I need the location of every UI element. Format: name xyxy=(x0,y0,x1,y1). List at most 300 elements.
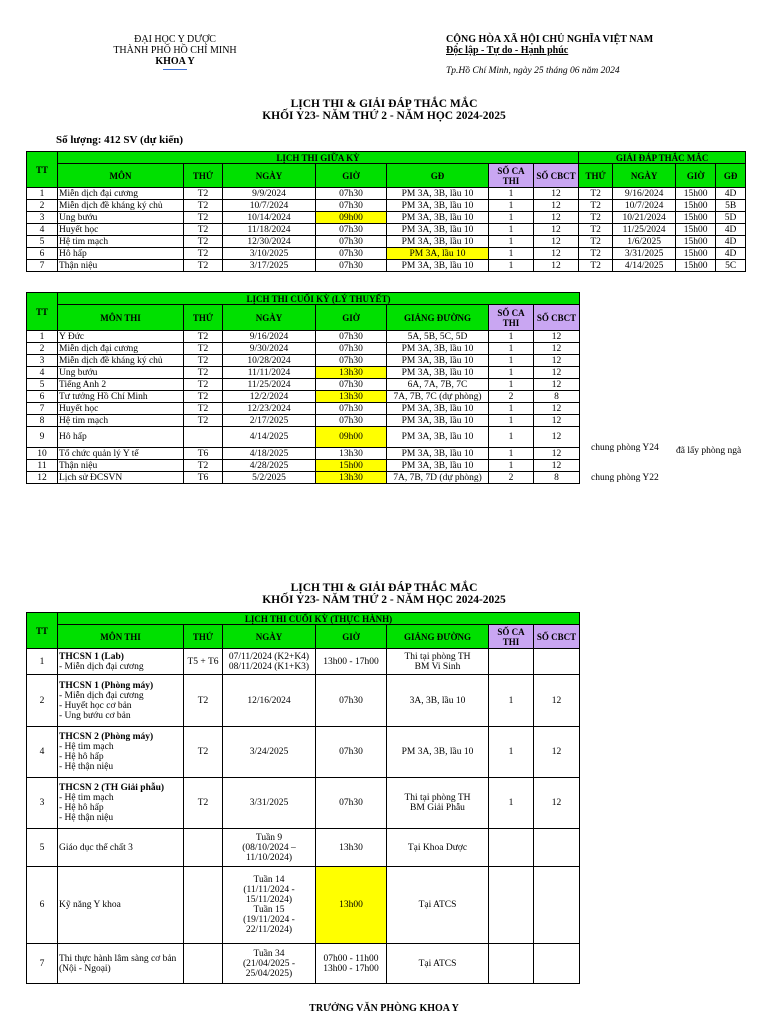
table-cell: PM 3A, 3B, lầu 10 xyxy=(387,224,489,236)
cell-line: Tại ATCS xyxy=(418,958,457,969)
table-row xyxy=(27,367,580,379)
table-cell: 7 xyxy=(27,260,58,272)
col-header: NGÀY xyxy=(613,164,676,188)
col-header: GIỜ xyxy=(316,305,387,331)
cell-line: - Miễn dịch đại cương xyxy=(59,661,144,672)
table-cell: Ung bướu xyxy=(58,367,184,379)
tt-cell: 3 xyxy=(27,778,58,829)
table-row xyxy=(27,649,580,675)
cell-line: BM Vi Sinh xyxy=(414,661,461,672)
col-header: SỐ CA THI xyxy=(489,305,534,331)
table-cell: PM 3A, 3B, lầu 10 xyxy=(387,188,489,200)
table-cell: 4D xyxy=(716,224,746,236)
table-cell: PM 3A, 3B, lầu 10 xyxy=(387,415,489,427)
university-header xyxy=(100,34,250,70)
faculty-underline xyxy=(163,69,187,70)
col-header: SỐ CBCT xyxy=(534,625,580,649)
time-cell xyxy=(316,829,387,867)
proctor-count-cell xyxy=(534,649,580,675)
table-cell: 2 xyxy=(27,343,58,355)
table-cell: 07h30 xyxy=(316,188,387,200)
table-row xyxy=(27,248,746,260)
table-cell: 9/16/2024 xyxy=(613,188,676,200)
table-cell: 1 xyxy=(489,260,534,272)
table-cell: PM 3A, 3B, lầu 10 xyxy=(387,200,489,212)
table-cell: T2 xyxy=(184,460,223,472)
shift-count-cell: 1 xyxy=(489,778,534,829)
col-header: GĐ xyxy=(716,164,746,188)
table-cell: 3 xyxy=(27,355,58,367)
cell-line: 07h30 xyxy=(339,695,363,706)
subject-cell xyxy=(58,867,184,944)
table-cell: 1 xyxy=(489,355,534,367)
table-row xyxy=(27,188,746,200)
subject-head: THCSN 1 (Phòng máy) xyxy=(59,680,154,691)
subject-head: THCSN 2 (TH Giải phẫu) xyxy=(59,783,165,793)
table-cell: T2 xyxy=(184,379,223,391)
table-cell: Hô hấp xyxy=(58,248,184,260)
table-cell: 1 xyxy=(489,236,534,248)
table-cell: 7A, 7B, 7D (dự phòng) xyxy=(387,472,489,484)
table-cell: Miễn dịch đề kháng ký chủ xyxy=(58,200,184,212)
table-row xyxy=(27,200,746,212)
table-row xyxy=(27,727,580,778)
table-cell: T2 xyxy=(184,403,223,415)
room-cell xyxy=(387,727,489,778)
tt-cell: 1 xyxy=(27,649,58,675)
table-row xyxy=(27,260,746,272)
room-cell xyxy=(387,649,489,675)
table-cell: T2 xyxy=(184,212,223,224)
subject-cell xyxy=(58,944,184,984)
cell-line: Thi thực hành lâm sàng cơ bản xyxy=(59,953,177,964)
table-cell: 11/25/2024 xyxy=(613,224,676,236)
table-cell: 12 xyxy=(534,236,579,248)
table-cell: T2 xyxy=(579,200,613,212)
table-cell: 4/18/2025 xyxy=(223,448,316,460)
university-name: ĐẠI HỌC Y DƯỢC xyxy=(134,34,216,45)
table-cell: 12 xyxy=(534,260,579,272)
final-practice-group-header: LỊCH THI CUỐI KỲ (THỰC HÀNH) xyxy=(58,613,580,625)
cell-line: - Hệ thận niệu xyxy=(59,762,114,772)
table-cell: PM 3A, 3B, lầu 10 xyxy=(387,260,489,272)
shift-count-cell xyxy=(489,867,534,944)
tt-header: TT xyxy=(27,613,58,649)
table-cell: Hệ tim mạch xyxy=(58,236,184,248)
table-row xyxy=(27,415,580,427)
table-row xyxy=(27,224,746,236)
col-header: GIỜ xyxy=(676,164,716,188)
table-cell: 07h30 xyxy=(316,200,387,212)
date-cell xyxy=(223,727,316,778)
col-header: THỨ xyxy=(184,625,223,649)
table-cell: Tổ chức quản lý Y tế xyxy=(58,448,184,460)
doc-title-2: LỊCH THI & GIẢI ĐÁP THẮC MẮC xyxy=(290,582,478,594)
col-header: GIẢNG ĐƯỜNG xyxy=(387,625,489,649)
table-cell: T2 xyxy=(184,367,223,379)
table-cell: 2 xyxy=(27,200,58,212)
table-cell: 12 xyxy=(534,331,580,343)
table-cell: 15h00 xyxy=(676,224,716,236)
cell-line: - Hệ tim mạch xyxy=(59,793,114,803)
date-cell xyxy=(223,944,316,984)
table-cell: PM 3A, 3B, lầu 10 xyxy=(387,448,489,460)
cell-line: 12/16/2024 xyxy=(247,695,291,706)
table-row xyxy=(27,427,580,448)
col-header: THỨ xyxy=(184,164,223,188)
table-cell: Hô hấp xyxy=(58,427,184,448)
table-cell: 12 xyxy=(534,367,580,379)
table-cell: 5 xyxy=(27,379,58,391)
weekday-cell xyxy=(184,944,223,984)
date-cell xyxy=(223,778,316,829)
table-row xyxy=(27,379,580,391)
table-cell: 11/11/2024 xyxy=(223,367,316,379)
cell-line: 08/11/2024 (K1+K3) xyxy=(228,661,310,672)
cell-line: - Huyết học cơ bản xyxy=(59,700,132,711)
midterm-group-header: LỊCH THI GIỮA KỲ xyxy=(58,152,579,164)
table-cell: 07h30 xyxy=(316,236,387,248)
date-cell xyxy=(223,675,316,727)
room-cell xyxy=(387,867,489,944)
table-cell: Huyết học xyxy=(58,224,184,236)
table-cell: 6A, 7A, 7B, 7C xyxy=(387,379,489,391)
cell-line: Thi tại phòng TH xyxy=(404,651,471,662)
col-header: THỨ xyxy=(184,305,223,331)
table-cell: 11/25/2024 xyxy=(223,379,316,391)
table-cell: 8 xyxy=(534,391,580,403)
proctor-count-cell xyxy=(534,867,580,944)
col-header: MÔN THI xyxy=(58,625,184,649)
cell-line: Tuần 14 xyxy=(253,875,285,885)
table-cell: 10/28/2024 xyxy=(223,355,316,367)
table-cell: 10 xyxy=(27,448,58,460)
cell-line: 07h30 xyxy=(339,798,363,808)
table-cell: 5/2/2025 xyxy=(223,472,316,484)
subject-head: THCSN 2 (Phòng máy) xyxy=(59,732,154,742)
table-cell: Miễn dịch đại cương xyxy=(58,343,184,355)
table-cell: 11/18/2024 xyxy=(223,224,316,236)
cell-line: BM Giải Phẫu xyxy=(410,803,465,813)
table-cell: 13h30 xyxy=(316,448,387,460)
note-row9: chung phòng Y24 xyxy=(591,443,659,453)
table-row xyxy=(27,403,580,415)
cell-line: Kỹ năng Y khoa xyxy=(59,900,121,910)
table-cell: 1 xyxy=(489,212,534,224)
cell-line: 3A, 3B, lầu 10 xyxy=(409,695,466,706)
final-theory-table xyxy=(26,292,580,484)
table-cell: 12 xyxy=(27,472,58,484)
cell-line: 07/11/2024 (K2+K4) xyxy=(228,651,310,662)
shift-count-cell xyxy=(489,944,534,984)
table-cell: T2 xyxy=(579,212,613,224)
table-cell: T2 xyxy=(184,415,223,427)
room-cell xyxy=(387,829,489,867)
table-cell: 1 xyxy=(489,343,534,355)
table-cell: 12 xyxy=(534,224,579,236)
cell-line: 07h30 xyxy=(339,747,363,757)
table-cell: 10/7/2024 xyxy=(223,200,316,212)
table-cell: 9/16/2024 xyxy=(223,331,316,343)
cell-line: Tại ATCS xyxy=(418,900,457,910)
table-cell: 9/30/2024 xyxy=(223,343,316,355)
table-cell: 4 xyxy=(27,367,58,379)
table-cell: 5D xyxy=(716,212,746,224)
table-cell: Thận niệu xyxy=(58,260,184,272)
cell-line: 15/11/2024) xyxy=(245,895,293,905)
table-cell: 12/30/2024 xyxy=(223,236,316,248)
table-cell: PM 3A, 3B, lầu 10 xyxy=(387,403,489,415)
national-title: CỘNG HÒA XÃ HỘI CHỦ NGHĨA VIỆT NAM xyxy=(446,34,654,45)
room-cell xyxy=(387,778,489,829)
table-cell: T2 xyxy=(184,391,223,403)
date-cell xyxy=(223,649,316,675)
table-cell: 1 xyxy=(489,427,534,448)
cell-line: 13h00 - 17h00 xyxy=(323,656,379,667)
col-header: GIẢNG ĐƯỜNG xyxy=(387,305,489,331)
table-cell: Tiếng Anh 2 xyxy=(58,379,184,391)
subject-cell xyxy=(58,727,184,778)
final-practice-table xyxy=(26,612,580,984)
table-cell: T2 xyxy=(184,200,223,212)
table-cell: PM 3A, 3B, lầu 10 xyxy=(387,427,489,448)
table-cell: 3/31/2025 xyxy=(613,248,676,260)
proctor-count-cell: 12 xyxy=(534,675,580,727)
shift-count-cell xyxy=(489,649,534,675)
qa-group-header: GIẢI ĐÁP THẮC MẮC xyxy=(579,152,746,164)
table-cell: 2 xyxy=(489,472,534,484)
table-cell: 5C xyxy=(716,260,746,272)
tt-cell: 2 xyxy=(27,675,58,727)
table-cell: 9/9/2024 xyxy=(223,188,316,200)
table-row xyxy=(27,355,580,367)
table-cell: Miễn dịch đề kháng ký chủ xyxy=(58,355,184,367)
cell-line: (11/11/2024 - xyxy=(243,885,295,895)
table-cell: 6 xyxy=(27,391,58,403)
table-cell: 15h00 xyxy=(676,188,716,200)
table-cell: 15h00 xyxy=(676,212,716,224)
col-header: GIỜ xyxy=(316,625,387,649)
proctor-count-cell: 12 xyxy=(534,778,580,829)
table-cell: T2 xyxy=(184,236,223,248)
subject-cell xyxy=(58,829,184,867)
cell-line: 07h00 - 11h00 xyxy=(323,953,379,964)
cell-line: (08/10/2024 – xyxy=(242,842,296,853)
cell-line: - Hệ hô hấp xyxy=(59,803,104,813)
subject-cell xyxy=(58,778,184,829)
table-cell: 7A, 7B, 7C (dự phòng) xyxy=(387,391,489,403)
table-row xyxy=(27,448,580,460)
cell-line: Giáo dục thể chất 3 xyxy=(59,842,133,853)
weekday-cell: T2 xyxy=(184,675,223,727)
table-cell: 07h30 xyxy=(316,379,387,391)
time-cell xyxy=(316,727,387,778)
col-header: SỐ CA THI xyxy=(489,625,534,649)
table-cell: 5A, 5B, 5C, 5D xyxy=(387,331,489,343)
table-cell: 4D xyxy=(716,188,746,200)
cell-line: 13h30 xyxy=(339,842,363,853)
table-cell: 2 xyxy=(489,391,534,403)
note-row9-b: đã lấy phòng ngà xyxy=(676,446,742,456)
room-cell xyxy=(387,675,489,727)
cell-line: PM 3A, 3B, lầu 10 xyxy=(401,747,474,757)
table-cell: 2/17/2025 xyxy=(223,415,316,427)
final-theory-group-header: LỊCH THI CUỐI KỲ (LÝ THUYẾT) xyxy=(58,293,580,305)
col-header: MÔN THI xyxy=(58,305,184,331)
table-cell: 3/10/2025 xyxy=(223,248,316,260)
doc-subtitle-2: KHỐI Y23- NĂM THỨ 2 - NĂM HỌC 2024-2025 xyxy=(262,594,506,606)
table-row xyxy=(27,829,580,867)
table-cell: PM 3A, lầu 10 xyxy=(387,248,489,260)
table-cell: 12 xyxy=(534,403,580,415)
table-cell: 1 xyxy=(489,367,534,379)
table-cell: PM 3A, 3B, lầu 10 xyxy=(387,367,489,379)
table-cell: 3 xyxy=(27,212,58,224)
table-row xyxy=(27,343,580,355)
table-cell: 12 xyxy=(534,248,579,260)
midterm-schedule-table xyxy=(26,151,746,272)
table-cell: T2 xyxy=(184,260,223,272)
table-cell: Hệ tim mạch xyxy=(58,415,184,427)
table-cell: 07h30 xyxy=(316,415,387,427)
table-cell: 4/14/2025 xyxy=(223,427,316,448)
table-cell: 12/2/2024 xyxy=(223,391,316,403)
shift-count-cell: 1 xyxy=(489,675,534,727)
table-cell: 12/23/2024 xyxy=(223,403,316,415)
tt-header: TT xyxy=(27,152,58,188)
table-cell: T2 xyxy=(579,236,613,248)
col-header: SỐ CBCT xyxy=(534,305,580,331)
table-cell: T2 xyxy=(184,188,223,200)
cell-line: 13h00 xyxy=(339,900,363,910)
time-cell xyxy=(316,675,387,727)
weekday-cell: T2 xyxy=(184,778,223,829)
table-cell: 12 xyxy=(534,188,579,200)
table-cell: Tư tưởng Hồ Chí Minh xyxy=(58,391,184,403)
table-cell: 1 xyxy=(27,188,58,200)
col-header: SỐ CA THI xyxy=(489,164,534,188)
cell-line: - Hệ tim mạch xyxy=(59,742,114,752)
weekday-cell: T5 + T6 xyxy=(184,649,223,675)
table-cell: T2 xyxy=(579,188,613,200)
table-cell: 1 xyxy=(489,331,534,343)
date-cell xyxy=(223,867,316,944)
cell-line: (Nội - Ngoại) xyxy=(59,963,111,974)
table-cell: 4 xyxy=(27,224,58,236)
table-cell: Thận niệu xyxy=(58,460,184,472)
table-cell: 5B xyxy=(716,200,746,212)
table-cell: PM 3A, 3B, lầu 10 xyxy=(387,343,489,355)
table-cell: PM 3A, 3B, lầu 10 xyxy=(387,460,489,472)
table-cell: 1 xyxy=(489,224,534,236)
table-cell: 10/14/2024 xyxy=(223,212,316,224)
table-cell: 1 xyxy=(489,248,534,260)
table-cell: Ung bướu xyxy=(58,212,184,224)
table-row xyxy=(27,460,580,472)
table-cell: 15h00 xyxy=(676,236,716,248)
shift-count-cell xyxy=(489,829,534,867)
table-row xyxy=(27,236,746,248)
table-cell: 07h30 xyxy=(316,355,387,367)
table-cell: 12 xyxy=(534,379,580,391)
table-cell: 1 xyxy=(489,415,534,427)
table-cell: 12 xyxy=(534,415,580,427)
table-cell: 7 xyxy=(27,403,58,415)
table-cell: 1 xyxy=(489,448,534,460)
table-row xyxy=(27,944,580,984)
cell-line: - Hệ thận niệu xyxy=(59,813,114,823)
table-row xyxy=(27,675,580,727)
table-cell: 3/17/2025 xyxy=(223,260,316,272)
doc-title: LỊCH THI & GIẢI ĐÁP THẮC MẮC xyxy=(290,98,478,110)
table-cell: 12 xyxy=(534,448,580,460)
table-row xyxy=(27,331,580,343)
table-cell: 6 xyxy=(27,248,58,260)
table-cell: 10/7/2024 xyxy=(613,200,676,212)
proctor-count-cell: 12 xyxy=(534,727,580,778)
cell-line: Tại Khoa Dược xyxy=(407,842,468,853)
table-cell: 10/21/2024 xyxy=(613,212,676,224)
time-cell xyxy=(316,944,387,984)
table-cell: 1 xyxy=(489,200,534,212)
table-cell: T2 xyxy=(579,260,613,272)
table-cell: 1 xyxy=(489,379,534,391)
cell-line: - Hệ hô hấp xyxy=(59,752,104,762)
table-cell: 8 xyxy=(27,415,58,427)
subject-head: THCSN 1 (Lab) xyxy=(59,651,124,662)
shift-count-cell: 1 xyxy=(489,727,534,778)
time-cell xyxy=(316,649,387,675)
table-cell: 12 xyxy=(534,355,580,367)
document-date: Tp.Hồ Chí Minh, ngày 25 tháng 06 năm 2024 xyxy=(446,66,620,76)
table-cell: 5 xyxy=(27,236,58,248)
col-header: NGÀY xyxy=(223,305,316,331)
table-cell: Huyết học xyxy=(58,403,184,415)
table-cell: 13h30 xyxy=(316,472,387,484)
table-cell: 4D xyxy=(716,236,746,248)
subject-cell xyxy=(58,675,184,727)
tt-cell: 5 xyxy=(27,829,58,867)
signature-title: TRƯỞNG VĂN PHÒNG KHOA Y xyxy=(309,1003,459,1014)
proctor-count-cell xyxy=(534,944,580,984)
table-cell: 07h30 xyxy=(316,260,387,272)
table-cell: 1 xyxy=(489,188,534,200)
cell-line: - Miễn dịch đại cương xyxy=(59,690,144,701)
table-cell: 12 xyxy=(534,212,579,224)
table-cell xyxy=(184,427,223,448)
table-cell: 1 xyxy=(27,331,58,343)
table-cell: 15h00 xyxy=(316,460,387,472)
table-cell: 12 xyxy=(534,343,580,355)
table-cell: PM 3A, 3B, lầu 10 xyxy=(387,212,489,224)
table-cell: 07h30 xyxy=(316,331,387,343)
weekday-cell xyxy=(184,867,223,944)
cell-line: 13h00 - 17h00 xyxy=(323,963,379,974)
cell-line: Tuần 34 xyxy=(253,948,285,959)
table-cell: Miễn dịch đại cương xyxy=(58,188,184,200)
cell-line: (21/04/2025 - xyxy=(243,958,295,969)
subject-cell xyxy=(58,649,184,675)
table-cell: 13h30 xyxy=(316,367,387,379)
col-header: MÔN xyxy=(58,164,184,188)
col-header: THỨ xyxy=(579,164,613,188)
table-cell: T2 xyxy=(184,355,223,367)
col-header: NGÀY xyxy=(223,164,316,188)
table-cell: 15h00 xyxy=(676,248,716,260)
cell-line: Tuần 9 xyxy=(255,832,283,843)
tt-header: TT xyxy=(27,293,58,331)
cell-line: 3/24/2025 xyxy=(249,747,289,757)
